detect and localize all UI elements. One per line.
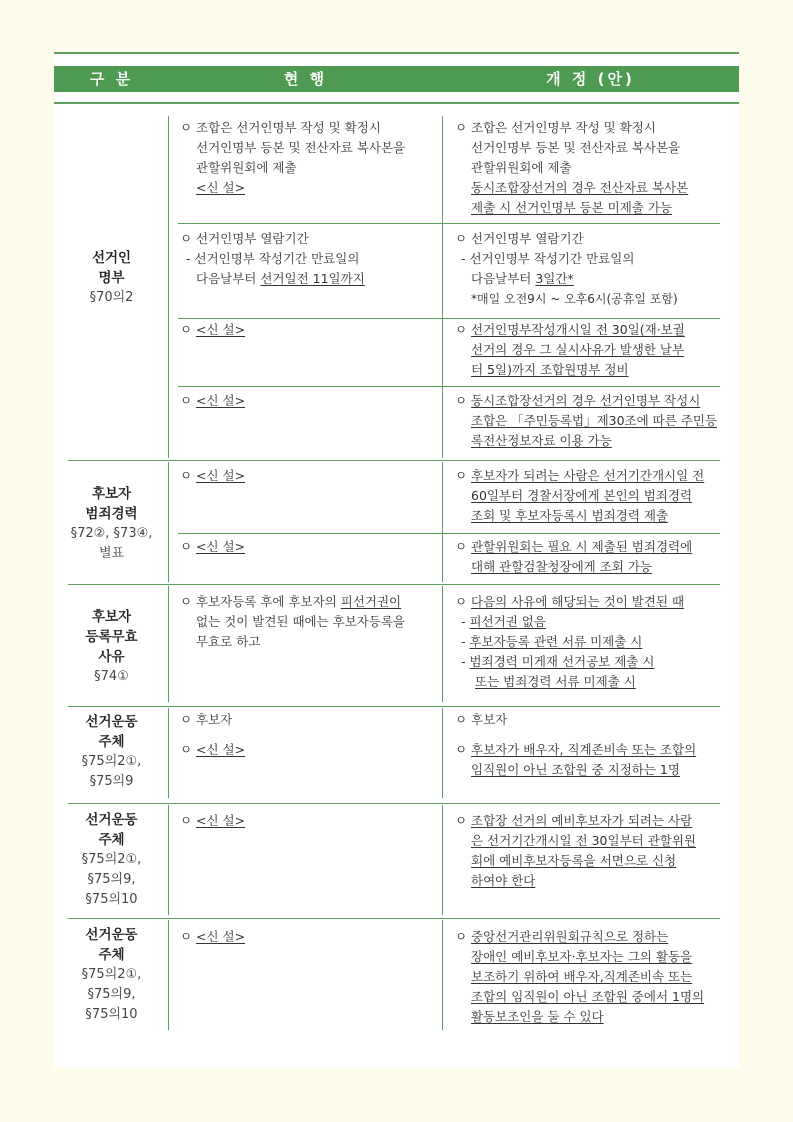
column-divider: [168, 920, 169, 1030]
row-divider: [178, 223, 720, 224]
bullet-icon: ㅇ: [180, 322, 193, 337]
bullet-icon: ㅇ: [180, 813, 193, 828]
category-campaign-subject: [54, 810, 169, 910]
proposed-cell: ㅇ 선거인명부작성개시일 전 30일(재·보궐 선거의 경우 그 실시사유가 발생한 날부 터 5일)까지 조합원명부 정비: [455, 322, 685, 377]
bullet-icon: ㅇ: [455, 231, 468, 246]
proposed-cell: ㅇ 후보자가 되려는 사람은 선거기간개시일 전 60일부터 경찰서장에게 본인의 범죄경력 조회 및 후보자등록시 범죄경력 제출: [455, 468, 705, 523]
category-name: 후보자 등록무효 사유: [85, 609, 138, 665]
category-ref: §75의2①, §75의9, §75의10: [81, 852, 142, 907]
current-cell: ㅇ <신 설>: [180, 927, 442, 947]
category-name: 선거운동 주체: [85, 927, 138, 963]
current-cell: ㅇ <신 설>: [180, 537, 442, 557]
top-rule: [54, 52, 739, 54]
category-name: 선거인 명부: [91, 250, 132, 286]
bullet-icon: ㅇ: [455, 813, 468, 828]
category-ref: §72②, §73④, 별표: [70, 526, 153, 561]
current-cell: ㅇ <신 설>: [180, 740, 442, 760]
bullet-icon: ㅇ: [455, 393, 468, 408]
bullet-icon: ㅇ: [455, 929, 468, 944]
category-ref: §70의2: [89, 290, 134, 305]
column-divider: [442, 116, 443, 458]
bullet-icon: ㅇ: [455, 120, 468, 135]
bullet-icon: ㅇ: [455, 742, 468, 757]
header-current: 현 행: [283, 70, 328, 88]
current-cell: ㅇ 후보자: [180, 710, 442, 730]
proposed-cell: ㅇ 중앙선거관리위원회규칙으로 정하는 장애인 예비후보자·후보자는 그의 활동을 보조하기 위하여 배우자,직계존비속 또는 조합의 임직원이 아닌 조합원 중에서 1명의 활동보조인을 둘 수 있다: [455, 929, 705, 1024]
column-divider: [442, 586, 443, 702]
table-header: [54, 66, 739, 92]
column-divider: [168, 586, 169, 702]
proposed-cell: ㅇ 관할위원회는 필요 시 제출된 범죄경력에 대해 관할검찰청장에게 조회 가능: [455, 539, 693, 574]
current-cell: ㅇ <신 설>: [180, 466, 442, 486]
proposed-cell: ㅇ 동시조합장선거의 경우 선거인명부 작성시 조합은 「주민등록법」제30조에 따른 주민등 록전산정보자료 이용 가능: [455, 393, 718, 448]
current-cell: ㅇ <신 설>: [180, 811, 442, 831]
bullet-icon: ㅇ: [180, 539, 193, 554]
current-cell: ㅇ 조합은 선거인명부 작성 및 확정시 선거인명부 등본 및 전산자료 복사본을 관할위원회에 제출 <신 설>: [180, 120, 406, 195]
comparison-table: [54, 52, 739, 1068]
bullet-icon: ㅇ: [180, 120, 193, 135]
category-criminal-record: [54, 484, 169, 564]
category-name: 선거운동 주체: [85, 714, 138, 750]
current-cell: ㅇ 후보자등록 후에 후보자의 피선거권이 없는 것이 발견된 때에는 후보자등록을 무효로 하고: [180, 594, 406, 649]
header-rule: [54, 102, 739, 104]
bullet-icon: ㅇ: [180, 393, 193, 408]
section-divider: [68, 803, 720, 804]
category-ref: §74①: [94, 669, 129, 684]
header-category: 구 분: [89, 70, 134, 88]
proposed-cell: ㅇ 다음의 사유에 해당되는 것이 발견된 때 - 피선거권 없음 - 후보자등록 관련 서류 미제출 시 - 범죄경력 미게재 선거공보 제출 시 또는 범죄경력 서류 미제출 시: [455, 594, 685, 689]
column-divider: [168, 708, 169, 798]
category-campaign-subject: [54, 925, 169, 1025]
header-proposed: 개 정 (안): [546, 70, 635, 88]
section-divider: [68, 584, 720, 585]
bullet-icon: ㅇ: [455, 468, 468, 483]
bullet-icon: ㅇ: [180, 929, 193, 944]
category-voter-register: [54, 248, 169, 308]
bullet-icon: ㅇ: [180, 712, 193, 727]
category-registration-invalid: [54, 607, 169, 687]
category-ref: §75의2①, §75의9: [81, 754, 142, 789]
column-divider: [442, 708, 443, 798]
bullet-icon: ㅇ: [455, 712, 468, 727]
category-ref: §75의2①, §75의9, §75의10: [81, 967, 142, 1022]
current-cell: ㅇ <신 설>: [180, 391, 442, 411]
section-divider: [68, 460, 720, 461]
proposed-cell: ㅇ 후보자가 배우자, 직계존비속 또는 조합의 임직원이 아닌 조합원 중 지정하는 1명: [455, 742, 697, 777]
current-cell: ㅇ 선거인명부 열람기간 - 선거인명부 작성기간 만료일의 다음날부터 선거일전 11일까지: [180, 231, 365, 286]
proposed-cell: ㅇ 조합장 선거의 예비후보자가 되려는 사람 은 선거기간개시일 전 30일부터 관할위원 회에 예비후보자등록을 서면으로 신청 하여야 한다: [455, 813, 696, 888]
column-divider: [168, 116, 169, 458]
column-divider: [442, 805, 443, 915]
proposed-cell: ㅇ 조합은 선거인명부 작성 및 확정시 선거인명부 등본 및 전산자료 복사본을 관할위원회에 제출 동시조합장선거의 경우 전산자료 복사본 제출 시 선거인명부 등본 미제출 가능: [455, 120, 689, 215]
column-divider: [168, 462, 169, 582]
proposed-cell: ㅇ 후보자: [455, 710, 739, 730]
row-divider: [178, 386, 720, 387]
section-divider: [68, 706, 720, 707]
proposed-cell: ㅇ 선거인명부 열람기간 - 선거인명부 작성기간 만료일의 다음날부터 3일간* *매일 오전9시 ~ 오후6시(공휴일 포함): [455, 231, 678, 306]
row-divider: [178, 533, 720, 534]
section-divider: [68, 918, 720, 919]
column-divider: [442, 920, 443, 1030]
column-divider: [168, 805, 169, 915]
bullet-icon: ㅇ: [455, 539, 468, 554]
category-name: 선거운동 주체: [85, 812, 138, 848]
current-cell: ㅇ <신 설>: [180, 320, 442, 340]
bullet-icon: ㅇ: [180, 231, 193, 246]
bullet-icon: ㅇ: [180, 742, 193, 757]
bullet-icon: ㅇ: [455, 322, 468, 337]
bullet-icon: ㅇ: [180, 594, 193, 609]
category-campaign-subject: [54, 712, 169, 792]
column-divider: [442, 462, 443, 582]
bullet-icon: ㅇ: [455, 594, 468, 609]
category-name: 후보자 범죄경력: [85, 486, 138, 522]
row-divider: [178, 318, 720, 319]
bullet-icon: ㅇ: [180, 468, 193, 483]
